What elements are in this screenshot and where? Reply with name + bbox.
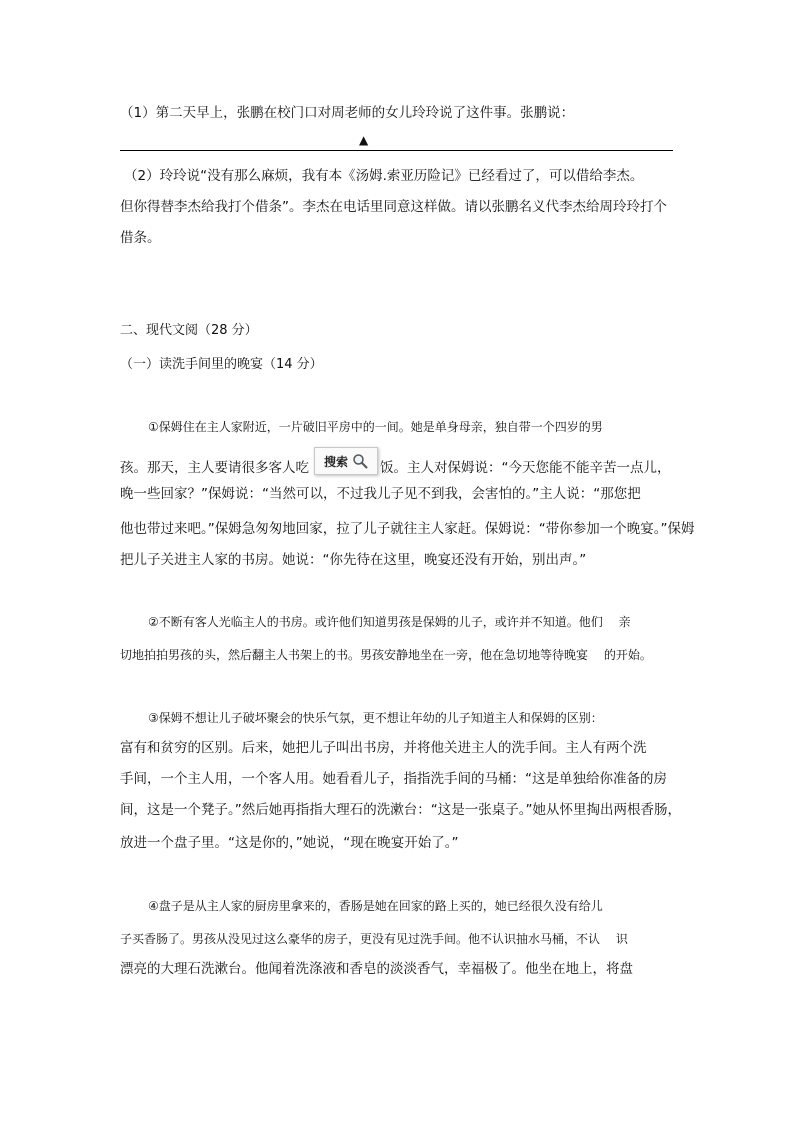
question-2-line-1: （2）玲玲说“没有那么麻烦，我有本《汤姆.索亚历险记》已经看过了，可以借给李杰。 xyxy=(124,168,644,184)
paragraph-3-line-4: 间，这是一个凳子。”然后她再指指大理石的洗漱台：“这是一张桌子。”她从怀里掏出两根香肠， xyxy=(120,802,681,818)
search-button-label: 搜索 xyxy=(323,454,348,469)
paragraph-3-line-1: ③保姆不想让儿子破坏聚会的快乐气氛，更不想让年幼的儿子知道主人和保姆的区别： xyxy=(148,711,603,725)
paragraph-3-line-5: 放进一个盘子里。“这是你的，”她说，“现在晚宴开始了。” xyxy=(120,835,459,851)
question-1: （1）第二天早上，张鹏在校门口对周老师的女儿玲玲说了这件事。张鹏说： xyxy=(120,105,575,121)
search-icon xyxy=(352,453,368,469)
question-2-line-2: 但你得替李杰给我打个借条”。李杰在电话里同意这样做。请以张鹏名义代李杰给周玲玲打个 xyxy=(120,199,667,215)
paragraph-2-line-2: 切地拍拍男孩的头，然后翻主人书架上的书。男孩安静地坐在一旁，他在急切地等待晚宴 的开始。 xyxy=(120,648,652,662)
paragraph-4-line-1: ④盘子是从主人家的厨房里拿来的，香肠是她在回家的路上买的，她已经很久没有给儿 xyxy=(148,899,603,913)
paragraph-1-line-3: 晚一些回家？”保姆说：“当然可以，不过我儿子见不到我，会害怕的。”主人说：“那您把 xyxy=(120,486,641,502)
question-2-line-3: 借条。 xyxy=(120,230,161,246)
answer-marker: ▲ xyxy=(359,133,369,147)
paragraph-1-line-1: ①保姆住在主人家附近，一片破旧平房中的一间。她是单身母亲，独自带一个四岁的男 xyxy=(148,420,603,434)
paragraph-1-line-4: 他也带过来吧。”保姆急匆匆地回家，拉了儿子就往主人家赶。保姆说：“带你参加一个晚宴。”保姆 xyxy=(120,521,695,537)
paragraph-3-line-2: 富有和贫穷的区别。后来，她把儿子叫出书房，并将他关进主人的洗手间。主人有两个洗 xyxy=(120,740,647,756)
paragraph-1-line-2a: 孩。那天，主人要请很多客人吃 xyxy=(120,460,309,476)
section-subheading: （一）读洗手间里的晚宴（14 分） xyxy=(120,357,323,372)
paragraph-1-line-2b: 饭。主人对保姆说：“今天您能不能辛苦一点儿， xyxy=(380,460,671,476)
answer-line xyxy=(120,150,673,151)
paragraph-2-line-1: ②不断有客人光临主人的书房。或许他们知道男孩是保姆的儿子，或许并不知道。他们 亲 xyxy=(148,615,631,629)
paragraph-4-line-3: 漂亮的大理石洗漱台。他闻着洗涤液和香皂的淡淡香气，幸福极了。他坐在地上，将盘 xyxy=(120,961,633,977)
section-heading: 二、现代文阅（28 分） xyxy=(120,323,258,338)
search-button[interactable] xyxy=(314,447,378,475)
paragraph-3-line-3: 手间，一个主人用，一个客人用。她看看儿子，指指洗手间的马桶：“这是单独给你准备的房 xyxy=(120,771,667,787)
paragraph-1-line-5: 把儿子关进主人家的书房。她说：“你先待在这里，晚宴还没有开始，别出声。” xyxy=(120,552,587,568)
paragraph-4-line-2: 子买香肠了。男孩从没见过这么豪华的房子，更没有见过洗手间。他不认识抽水马桶，不认 识 xyxy=(120,932,628,946)
